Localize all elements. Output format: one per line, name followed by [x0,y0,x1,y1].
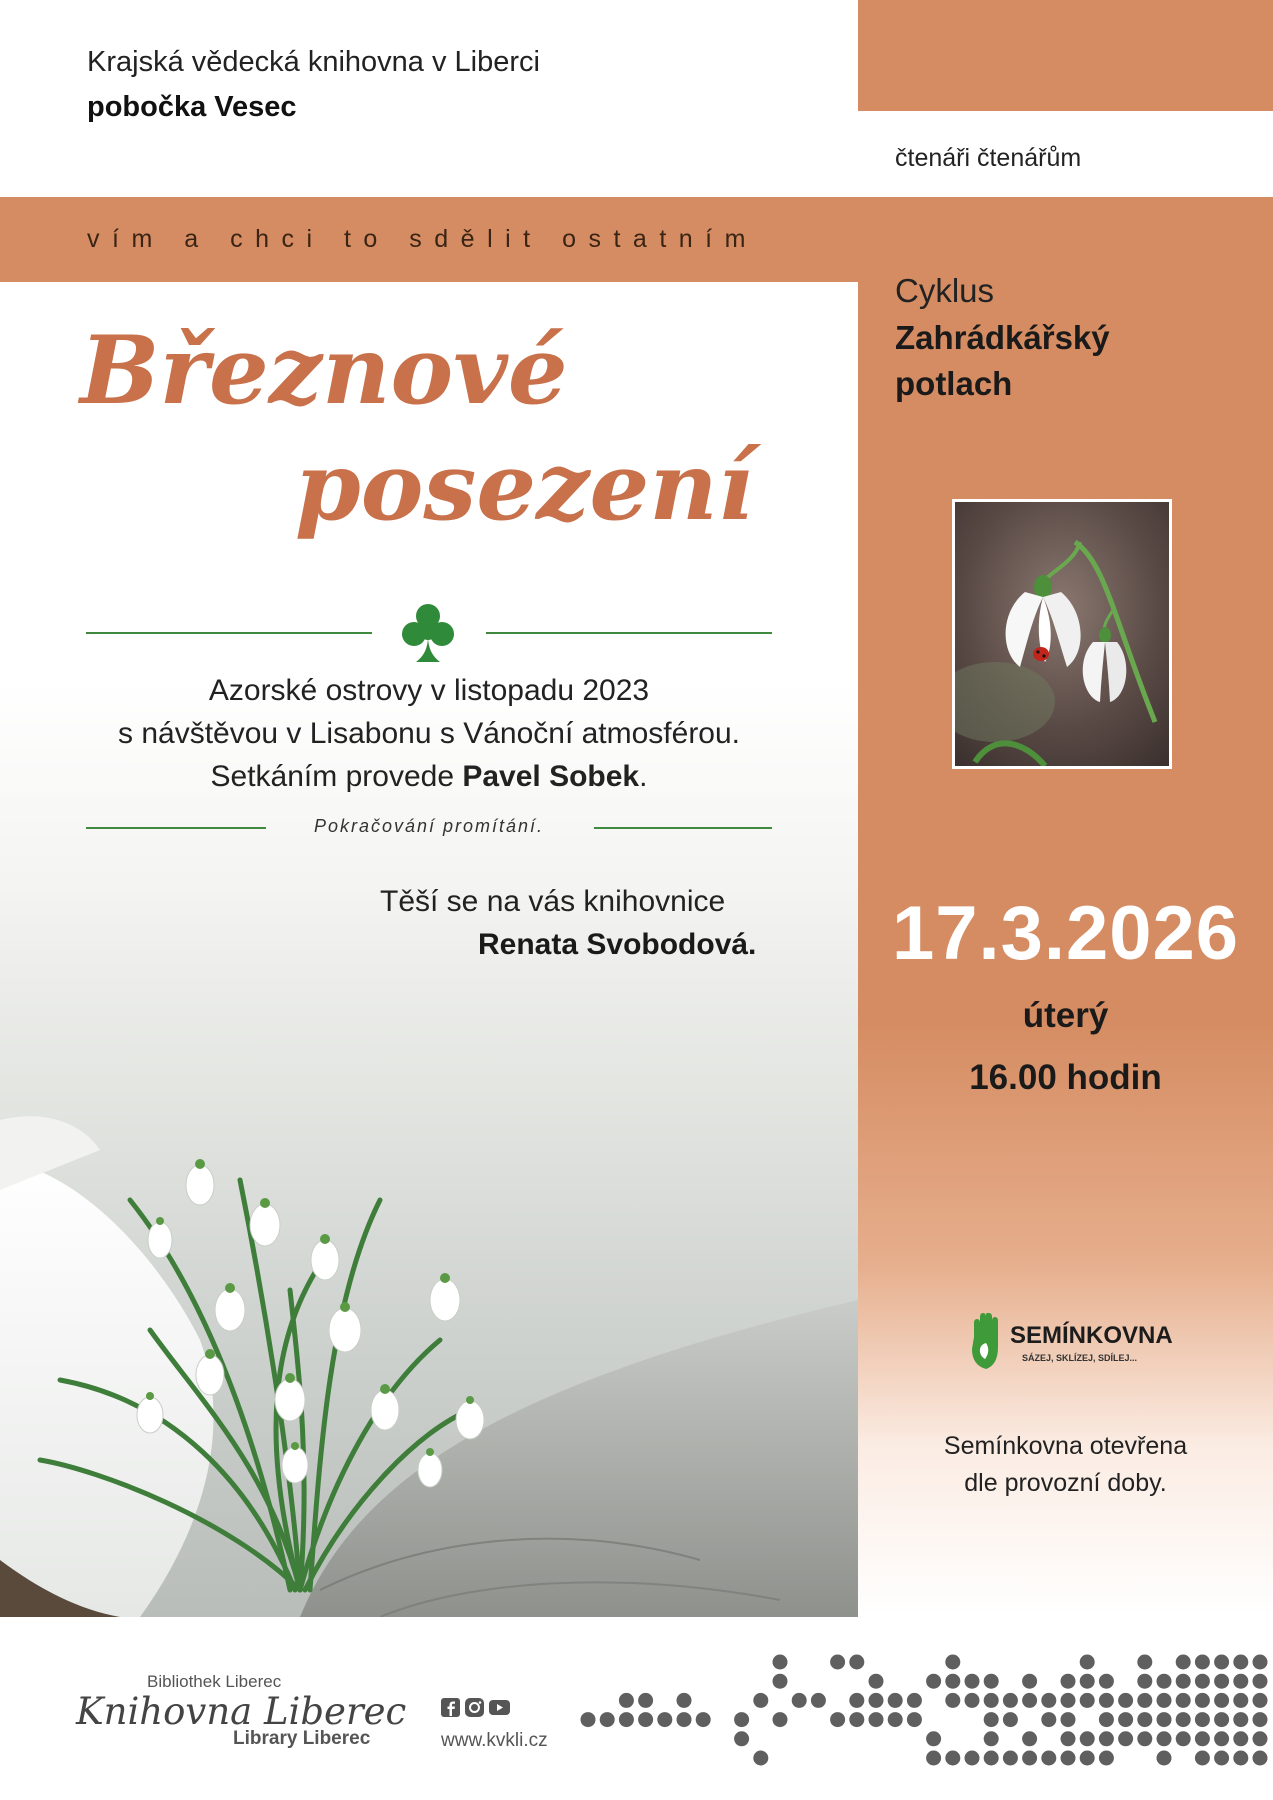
branch-name: pobočka Vesec [87,91,297,123]
clover-icon [398,600,458,664]
cycle-name-line1: Zahrádkářský [895,319,1110,356]
snowdrops-illustration [0,1000,858,1617]
seed-library-slogan: SÁZEJ, SKLÍZEJ, SDÍLEJ... [1022,1353,1138,1363]
presenter-name: Pavel Sobek [462,760,640,793]
event-time: 16.00 hodin [969,1058,1162,1097]
instagram-icon[interactable] [465,1698,484,1717]
seed-library-note-line1: Semínkovna otevřena [943,1432,1188,1460]
description-line1: Azorské ostrovy v listopadu 2023 [208,674,650,707]
host-name: Renata Svobodová. [478,928,757,961]
cycle-name-line2: potlach [895,365,1013,402]
library-logo: Knihovna Liberec [76,1690,407,1733]
library-name-en: Library Liberec [233,1728,371,1749]
description-line3-suffix: . [639,760,648,793]
snowdrop-photo [952,499,1172,769]
title-line1: Březnové [80,316,568,426]
seed-library-note-line2: dle provozní doby. [964,1469,1167,1497]
library-name-de: Bibliothek Liberec [147,1672,282,1691]
divider-right [486,632,772,634]
website-link[interactable]: www.kvkli.cz [441,1730,548,1751]
title-line2: posezení [295,432,754,542]
description-line3 [0,760,858,794]
org-name: Krajská vědecká knihovna v Liberci [87,46,540,78]
facebook-icon[interactable] [441,1698,460,1717]
description-line2: s návštěvou v Lisabonu s Vánoční atmosférou. [117,717,741,750]
motto: vím a chci to sdělit ostatním [87,225,758,253]
top-accent-bar [858,0,1273,111]
host-line: Těší se na vás knihovnice [380,885,726,918]
continuation-note: Pokračování promítání. [313,816,545,836]
youtube-icon[interactable] [489,1700,510,1715]
divider-left [86,632,372,634]
cycle-label: Cyklus [895,272,995,309]
event-day: úterý [1022,996,1109,1035]
event-date: 17.3.2026 [891,891,1240,976]
description-line3-prefix: Setkáním provede [210,760,463,793]
social-icons [441,1697,511,1719]
cycle-name [895,315,1225,407]
readers-tag: čtenáři čtenářům [895,144,1082,172]
seed-library-name: SEMÍNKOVNA [1010,1322,1173,1349]
dot-pattern-decoration [580,1652,1273,1772]
